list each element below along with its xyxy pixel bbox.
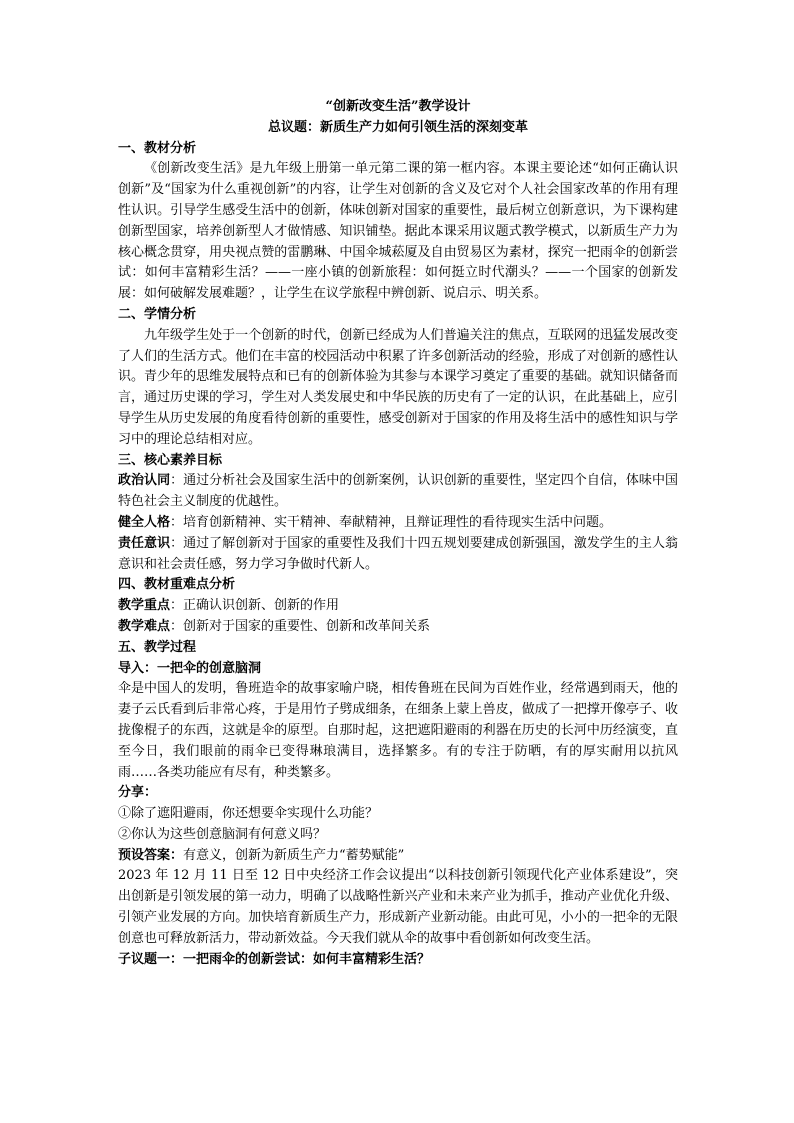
objective-text: ：通过分析社会及国家生活中的创新案例，认识创新的重要性，坚定四个自信，体味中国特色社会主义制度的优越性。	[118, 473, 678, 510]
section-heading-4: 四、教材重难点分析	[118, 577, 236, 593]
objective-text: ：通过了解创新对于国家的重要性及我们十四五规划要建成创新强国，激发学生的主人翁意识和社会责任感，努力学习争做时代新人。	[118, 535, 678, 572]
difficult-point-label: 教学难点	[118, 618, 171, 634]
preset-answer-text: 有意义，创新为新质生产力“蓄势赋能”	[183, 847, 405, 863]
intro-heading: 导入：一把伞的创意脑洞	[118, 660, 262, 676]
objective-label: 政治认同	[118, 473, 171, 489]
key-point-item	[118, 596, 678, 617]
section-heading-1: 一、教材分析	[118, 140, 197, 156]
difficult-point-text: ：创新对于国家的重要性、创新和改革间关系	[170, 618, 431, 634]
section-heading-2: 二、学情分析	[118, 306, 197, 322]
key-point-text: ：正确认识创新、创新的作用	[170, 598, 340, 614]
objective-item-personality	[118, 513, 678, 534]
objective-text: ：培育创新精神、实干精神、奉献精神，且辩证理性的看待现实生活中问题。	[170, 514, 613, 530]
objective-label: 责任意识	[118, 535, 171, 551]
share-label: 分享：	[118, 785, 158, 801]
document-subtitle: 总议题：新质生产力如何引领生活的深刻变革	[267, 119, 528, 135]
difficult-point-item	[118, 617, 678, 638]
objective-item-political	[118, 471, 678, 513]
question-1: ①除了遮阳避雨，你还想要伞实现什么功能？	[118, 806, 379, 822]
document-title: “创新改变生活”教学设计	[325, 99, 471, 114]
preset-answer	[118, 846, 678, 867]
section-paragraph-1: 《创新改变生活》是九年级上册第一单元第二课的第一框内容。本课主要论述“如何正确认识创新”及“国家为什么重视创新”的内容，让学生对创新的含义及它对个人社会国家改革的作用有理性认识。引导学生感受生活中的创新，体味创新对国家的重要性，最后树立创新意识，为下课构建创新型国家，培养创新型人才做情感、知识铺垫。据此本课采用议题式教学模式，以新质生产力为核心概念贯穿，用央视点赞的雷鹏琳、中国伞城菘厦及自由贸易区为素材，探究一把雨伞的创新尝试：如何丰富精彩生活？——一座小镇的创新旅程：如何挺立时代潮头？——一个国家的创新发展：如何破解发展难题？，让学生在议学旅程中辨创新、说启示、明关系。	[118, 161, 678, 302]
answer-paragraph: 2023 年 12 月 11 日至 12 日中央经济工作会议提出“以科技创新引领现代化产业体系建设”，突出创新是引领发展的第一动力，明确了以战略性新兴产业和未来产业为抓手，推动产业优化升级、引领产业发展的方向。加快培育新质生产力，形成新产业新动能。由此可见，小小的一把伞的无限创意也可释放新活力，带动新效益。今天我们就从伞的故事中看创新如何改变生活。	[118, 868, 678, 946]
key-point-label: 教学重点	[118, 598, 171, 614]
objective-item-responsibility	[118, 534, 678, 576]
section-heading-3: 三、核心素养目标	[118, 452, 223, 468]
preset-answer-label: 预设答案：	[118, 847, 184, 863]
section-heading-5: 五、教学过程	[118, 639, 197, 655]
intro-paragraph: 伞是中国人的发明，鲁班造伞的故事家喻户晓，相传鲁班在民间为百姓作业，经常遇到雨天，他的妻子云氏看到后非常心疼，于是用竹子劈成细条，在细条上蒙上兽皮，做成了一把撑开像亭子、收拢像棍子的东西，这就是伞的原型。自那时起，这把遮阳避雨的利器在历史的长河中历经演变，直至今日，我们眼前的雨伞已变得琳琅满目，选择繁多。有的专注于防晒，有的厚实耐用以抗风雨……各类功能应有尽有，种类繁多。	[118, 681, 678, 780]
question-2: ②你认为这些创意脑洞有何意义吗？	[118, 826, 327, 842]
sub-topic-1-heading: 子议题一：一把雨伞的创新尝试：如何丰富精彩生活？	[118, 951, 431, 967]
objective-label: 健全人格	[118, 514, 171, 530]
section-paragraph-2: 九年级学生处于一个创新的时代，创新已经成为人们普遍关注的焦点，互联网的迅猛发展改变了人们的生活方式。他们在丰富的校园活动中积累了许多创新活动的经验，形成了对创新的感性认识。青少年的思维发展特点和已有的创新体验为其参与本课学习奠定了重要的基础。就知识储备而言，通过历史课的学习，学生对人类发展史和中华民族的历史有了一定的认识，在此基础上，应引导学生从历史发展的角度看待创新的重要性，感受创新对于国家的作用及将生活中的感性知识与学习中的理论总结相对应。	[118, 327, 678, 447]
document-page	[118, 97, 678, 970]
